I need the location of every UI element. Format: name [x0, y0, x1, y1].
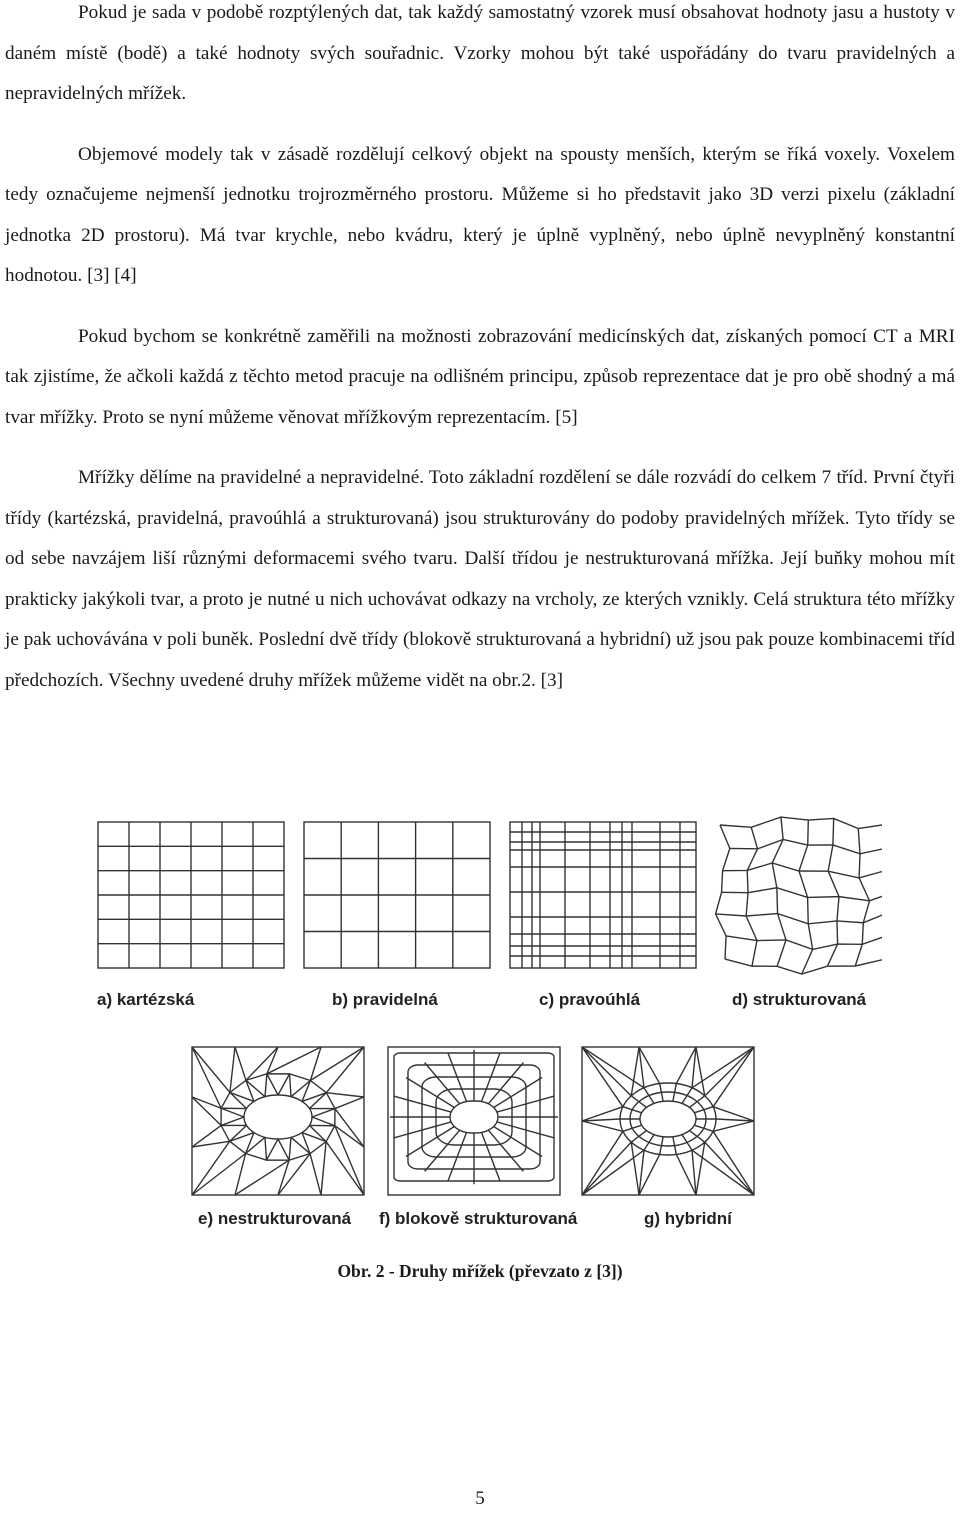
hybrid-grid	[582, 1047, 754, 1195]
figure-caption: Obr. 2 - Druhy mřížek (převzato z [3])	[337, 1261, 623, 1281]
cartesian-grid	[98, 822, 284, 968]
paragraph-1: Pokud je sada v podobě rozptýlených dat, tak každý samostatný vzorek musí obsahovat hodnoty jasu a hustoty v daném místě (bodě) a také hodnoty svých souřadnic. Vzorky mohou být také uspořádány do tvaru pravidelných a nepravidelných mřížek.	[5, 2, 955, 104]
grid-types-illustration	[92, 812, 882, 1244]
rectilinear-grid	[510, 822, 696, 968]
paragraph-3: Pokud bychom se konkrétně zaměřili na možnosti zobrazování medicínských dat, získaných pomocí CT a MRI tak zjistíme, že ačkoli každá z těchto metod pracuje na odlišném principu, způsob reprezentace dat je pro obě shodný a má tvar mřížky. Proto se nyní můžeme věnovat mřížkovým reprezentacím. [5]	[5, 325, 955, 428]
page-number: 5	[475, 1488, 485, 1509]
label-a: a) kartézská	[97, 990, 195, 1009]
regular-grid	[304, 822, 490, 968]
label-g: g) hybridní	[644, 1209, 732, 1228]
unstructured-grid	[192, 1047, 364, 1195]
paragraph-4: Mřížky dělíme na pravidelné a nepravidelné. Toto základní rozdělení se dále rozvádí do celkem 7 tříd. První čtyři třídy (kartézská, pravidelná, pravoúhlá a strukturovaná) jsou strukturovány do podoby pravidelných mřížek. Tyto třídy se od sebe navzájem liší různými deformacemi svého tvaru. Další třídou je nestrukturovaná mřížka. Její buňky mohou mít prakticky jakýkoli tvar, a proto je nutné u nich uchovávat odkazy na vrcholy, ze kterých vznikly. Celá struktura této mřížky je pak uchovávána v poli buněk. Poslední dvě třídy (blokově strukturovaná a hybridní) už jsou pak pouze kombinacemi tříd předchozích. Všechny uvedené druhy mřížek můžeme vidět na obr.2. [3]	[5, 467, 955, 691]
paragraph-2: Objemové modely tak v zásadě rozdělují celkový objekt na spousty menších, kterým se říká voxely. Voxelem tedy označujeme nejmenší jednotku trojrozměrného prostoru. Můžeme si ho představit jako 3D verzi pixelu (základní jednotka 2D prostoru). Má tvar krychle, nebo kvádru, který je úplně vyplněný, nebo úplně nevyplněný konstantní hodnotou. [3] [4]	[5, 143, 955, 286]
label-f: f) blokově strukturovaná	[379, 1209, 578, 1228]
label-c: c) pravoúhlá	[539, 990, 641, 1009]
label-d: d) strukturovaná	[732, 990, 867, 1009]
grid-types-figure	[92, 812, 882, 1244]
block-structured-grid	[388, 1047, 560, 1195]
structured-grid	[716, 817, 882, 974]
label-e: e) nestrukturovaná	[198, 1209, 352, 1228]
document-page	[5, 0, 955, 701]
label-b: b) pravidelná	[332, 990, 438, 1009]
